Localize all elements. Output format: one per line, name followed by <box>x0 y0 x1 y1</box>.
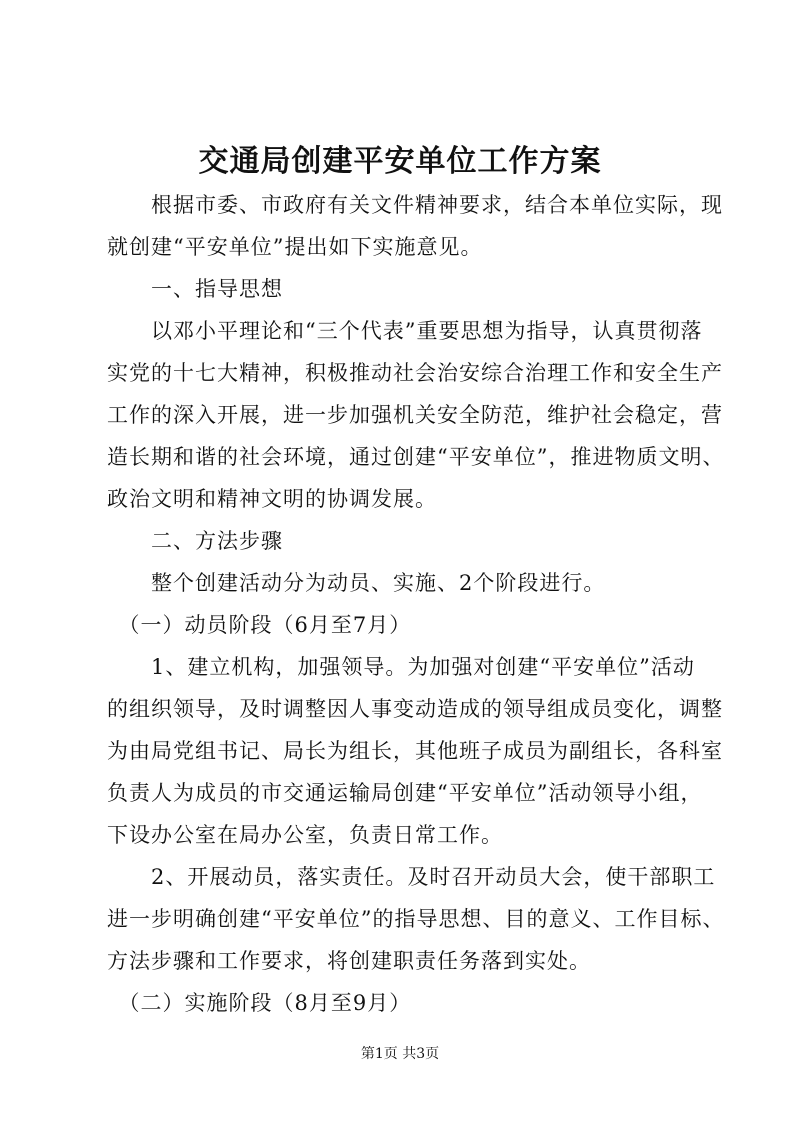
body-line: 方法步骤和工作要求，将创建职责任务落到实处。 <box>107 949 591 973</box>
body-line: 就创建“平安单位”提出如下实施意见。 <box>107 235 483 259</box>
body-line: 实党的十七大精神，积极推动社会治安综合治理工作和安全生产 <box>107 361 723 385</box>
body-line: 整个创建活动分为动员、实施、2个阶段进行。 <box>107 571 606 595</box>
subsection-heading: （二）实施阶段（8月至9月） <box>107 991 412 1015</box>
body-line: 为由局党组书记、局长为组长，其他班子成员为副组长，各科室 <box>107 739 723 763</box>
subsection-heading: （一）动员阶段（6月至7月） <box>107 613 412 637</box>
body-line: 的组织领导，及时调整因人事变动造成的领导组成员变化，调整 <box>107 697 723 721</box>
body-line: 负责人为成员的市交通运输局创建“平安单位”活动领导小组， <box>107 781 703 805</box>
body-line: 以邓小平理论和“三个代表”重要思想为指导，认真贯彻落 <box>107 319 703 343</box>
section-heading: 一、指导思想 <box>107 277 283 301</box>
body-line: 下设办公室在局办公室，负责日常工作。 <box>107 823 503 847</box>
body-line: 工作的深入开展，进一步加强机关安全防范，维护社会稳定，营 <box>107 403 723 427</box>
body-line: 2、开展动员，落实责任。及时召开动员大会，使干部职工 <box>107 865 716 889</box>
body-line: 根据市委、市政府有关文件精神要求，结合本单位实际，现 <box>107 193 723 217</box>
body-line: 造长期和谐的社会环境，通过创建“平安单位”，推进物质文明、 <box>107 445 725 469</box>
body-line: 进一步明确创建“平安单位”的指导思想、目的意义、工作目标、 <box>107 907 725 931</box>
section-heading: 二、方法步骤 <box>107 529 283 553</box>
document-title: 交通局创建平安单位工作方案 <box>198 144 602 179</box>
body-line: 1、建立机构，加强领导。为加强对创建“平安单位”活动 <box>107 655 695 679</box>
body-line: 政治文明和精神文明的协调发展。 <box>107 487 437 511</box>
page-number: 第1页 共3页 <box>360 1046 440 1062</box>
